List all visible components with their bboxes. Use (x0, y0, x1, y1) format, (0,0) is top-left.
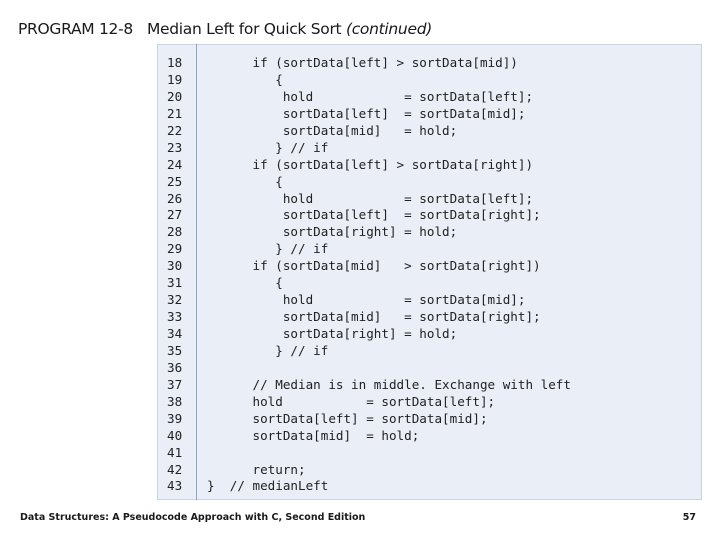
code-line (0, 292, 720, 309)
line-code-text: sortData[right] = hold; (207, 224, 458, 240)
line-code-text: sortData[right] = hold; (207, 326, 458, 341)
line-number: 35 (167, 342, 183, 358)
line-number: 24 (167, 156, 183, 172)
code-line (0, 377, 720, 394)
line-code-text: { (207, 71, 283, 87)
line-number: 21 (167, 105, 183, 121)
line-code-text: hold = sortData[mid]; (207, 292, 526, 308)
line-code-text: sortData[mid] = hold; (207, 427, 420, 443)
continued-label: (continued) (345, 20, 432, 38)
line-code-text: if (sortData[left] > sortData[right]) (207, 156, 534, 172)
program-title (18, 20, 432, 38)
line-number: 28 (167, 224, 183, 240)
code-line (0, 241, 720, 258)
line-number: 43 (167, 478, 183, 494)
code-line (0, 343, 720, 360)
code-line (0, 157, 720, 174)
code-line (0, 106, 720, 123)
code-line (0, 89, 720, 106)
line-code-text: if (sortData[left] > sortData[mid]) (207, 55, 518, 70)
line-number: 34 (167, 326, 183, 341)
line-number: 31 (167, 275, 183, 291)
line-code-text: hold = sortData[left]; (207, 393, 496, 409)
program-name: Median Left for Quick Sort (146, 20, 342, 38)
line-number: 23 (167, 139, 183, 155)
line-code-text: sortData[left] = sortData[mid]; (207, 105, 526, 121)
line-number: 30 (167, 258, 183, 274)
line-number: 37 (167, 376, 183, 392)
code-line (0, 394, 720, 411)
code-line (0, 123, 720, 140)
line-number: 41 (167, 444, 183, 460)
code-line (0, 55, 720, 72)
line-number: 42 (167, 461, 183, 477)
line-code-text: { (207, 173, 283, 189)
code-line (0, 445, 720, 462)
line-code-text: // Median is in middle. Exchange with left (207, 376, 571, 392)
program-number: PROGRAM 12-8 (18, 20, 133, 38)
line-code-text: sortData[left] = sortData[mid]; (207, 410, 488, 426)
code-line (0, 258, 720, 275)
line-code-text: } // medianLeft (207, 478, 329, 494)
code-line (0, 326, 720, 343)
code-line (0, 411, 720, 428)
line-code-text: } // if (207, 241, 329, 257)
code-listing (0, 55, 720, 495)
line-number: 27 (167, 207, 183, 223)
code-line (0, 309, 720, 326)
line-number: 29 (167, 241, 183, 257)
book-title-footer: Data Structures: A Pseudocode Approach with C, Second Edition (20, 512, 366, 523)
code-line (0, 275, 720, 292)
line-number: 40 (167, 427, 183, 443)
line-code-text: return; (207, 461, 306, 477)
line-number: 36 (167, 359, 183, 375)
page-number: 57 (682, 512, 696, 523)
line-code-text: sortData[mid] = hold; (207, 122, 458, 138)
code-line (0, 224, 720, 241)
line-number: 25 (167, 173, 183, 189)
line-number: 18 (167, 55, 183, 70)
code-line (0, 140, 720, 157)
line-code-text: { (207, 275, 283, 291)
line-number: 38 (167, 393, 183, 409)
line-code-text: sortData[left] = sortData[right]; (207, 207, 541, 223)
line-code-text: } // if (207, 342, 329, 358)
code-line (0, 207, 720, 224)
line-code-text: if (sortData[mid] > sortData[right]) (207, 258, 541, 274)
line-code-text: sortData[mid] = sortData[right]; (207, 309, 541, 325)
line-number: 33 (167, 309, 183, 325)
line-number: 32 (167, 292, 183, 308)
code-line (0, 174, 720, 191)
code-line (0, 478, 720, 495)
line-code-text: hold = sortData[left]; (207, 190, 534, 206)
line-code-text: hold = sortData[left]; (207, 88, 534, 104)
line-code-text: } // if (207, 139, 329, 155)
code-line (0, 72, 720, 89)
line-number: 39 (167, 410, 183, 426)
code-line (0, 462, 720, 479)
line-number: 19 (167, 71, 183, 87)
line-number: 22 (167, 122, 183, 138)
code-line (0, 191, 720, 208)
code-line (0, 428, 720, 445)
line-number: 20 (167, 88, 183, 104)
code-line (0, 360, 720, 377)
line-number: 26 (167, 190, 183, 206)
